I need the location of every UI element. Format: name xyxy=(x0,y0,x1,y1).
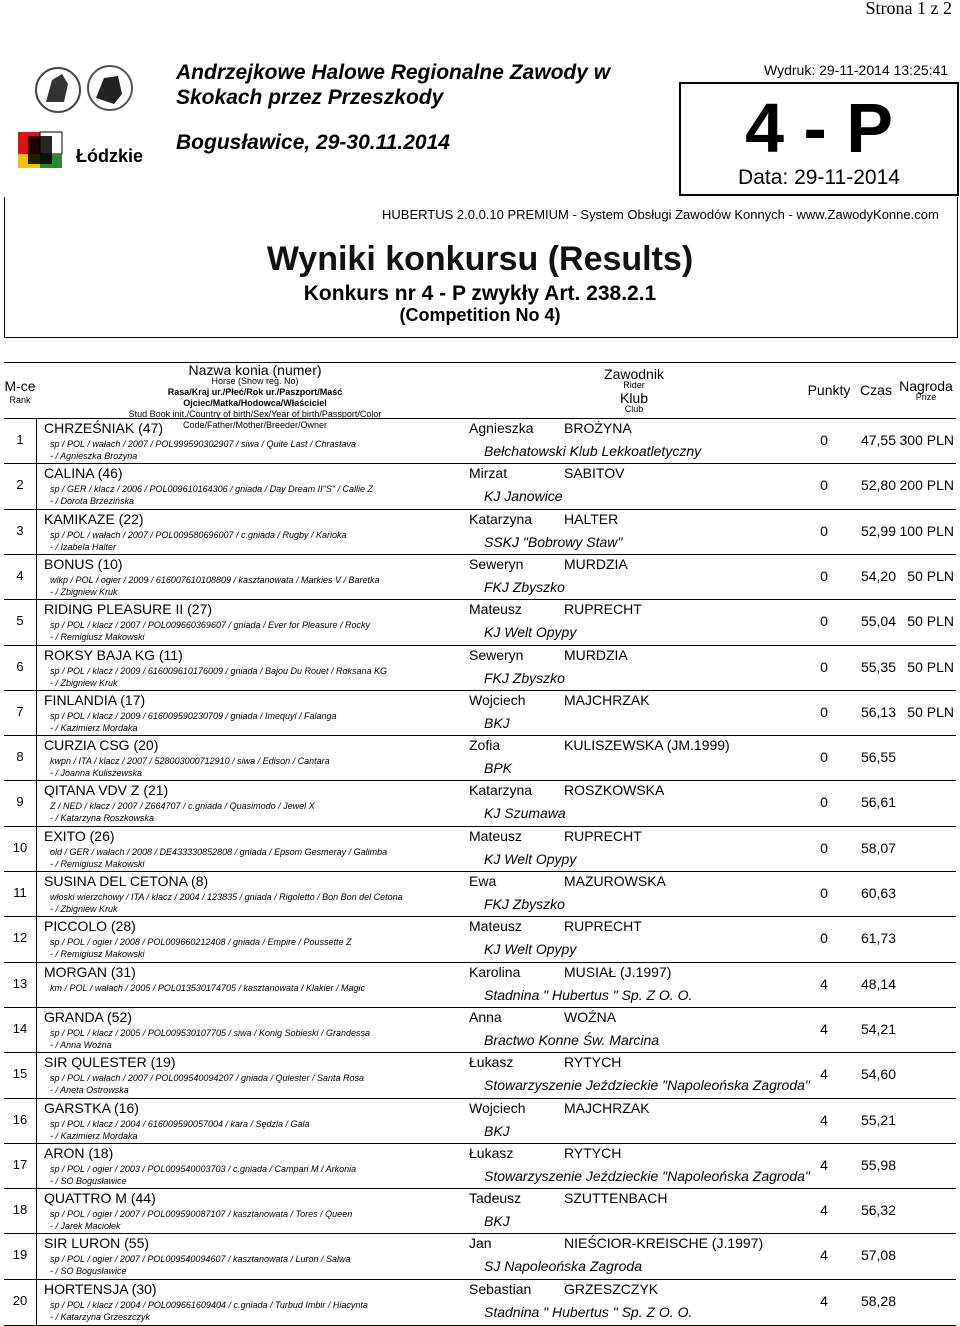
column-divider xyxy=(36,555,37,600)
points-cell: 0 xyxy=(820,477,828,494)
prize-cell: 50 PLN xyxy=(907,567,954,584)
points-cell: 0 xyxy=(820,839,828,856)
rider-club-header: Zawodnik Rider Klub Club xyxy=(604,366,664,414)
rider-first-name: Wojciech xyxy=(469,1099,526,1116)
rider-club: FKJ Zbyszko xyxy=(484,669,565,686)
rider-first-name: Sebastian xyxy=(469,1280,532,1297)
horse-owner: - / Kazimierz Mordaka xyxy=(50,722,138,733)
horse-owner: - / Dorota Brzezińska xyxy=(50,496,135,507)
points-cell: 0 xyxy=(820,432,828,448)
horse-owner: - / Remigiusz Makowski xyxy=(50,858,145,869)
column-divider xyxy=(36,736,37,781)
horse-name: ARON (18) xyxy=(44,1144,114,1161)
horse-details: sp / POL / ogier / 2007 / POL009540094607 / kasztanowata / Luron / Salwa xyxy=(50,1254,351,1265)
points-cell: 0 xyxy=(820,522,828,539)
rider-first-name: Seweryn xyxy=(469,555,524,572)
prize-cell: 100 PLN xyxy=(899,522,954,539)
points-cell: 0 xyxy=(820,658,828,675)
horse-name: FINLANDIA (17) xyxy=(44,691,146,708)
points-cell: 4 xyxy=(820,1156,828,1173)
rider-first-name: Wojciech xyxy=(469,691,526,708)
time-cell: 60,63 xyxy=(860,885,896,901)
column-divider xyxy=(36,464,37,509)
horse-name: EXITO (26) xyxy=(44,827,115,844)
table-row xyxy=(4,599,956,645)
rider-last-name: HALTER xyxy=(564,510,619,527)
rider-last-name: GRZESZCZYK xyxy=(564,1280,659,1297)
time-cell: 58,07 xyxy=(860,839,896,856)
horse-owner: - / Katarzyna Grzeszczyk xyxy=(50,1311,151,1322)
horse-name: CALINA (46) xyxy=(44,465,123,482)
horse-details: kwpn / ITA / klacz / 2007 / 528003000712910 / siwa / Edison / Cantara xyxy=(50,756,330,767)
rider-last-name: RUPRECHT xyxy=(564,601,642,618)
event-title: Andrzejkowe Halowe Regionalne Zawody w Skokach przez Przeszkody xyxy=(176,61,611,109)
prize-cell: 50 PLN xyxy=(907,658,954,675)
rider-first-name: Jan xyxy=(469,1235,492,1252)
column-divider xyxy=(36,1008,37,1053)
horse-owner: - / Jarek Maciołek xyxy=(50,1221,121,1232)
prize-cell: 50 PLN xyxy=(907,613,954,630)
horse-details: sp / POL / wałach / 2007 / POL009540094207 / gniada / Qulester / Santa Rosa xyxy=(50,1073,365,1084)
table-row xyxy=(4,554,956,600)
rank-cell: 3 xyxy=(16,522,24,538)
prize-cell: 50 PLN xyxy=(907,703,954,720)
rank-cell: 18 xyxy=(12,1202,28,1218)
horse-owner: - / Kazimierz Mordaka xyxy=(50,1130,138,1141)
points-cell: 4 xyxy=(820,1020,828,1037)
horse-details: sp / POL / klacz / 2005 / POL009530107705 / siwa / Konig Sobieski / Grandessa xyxy=(50,1027,371,1038)
table-row xyxy=(4,645,956,691)
rider-last-name: MAJCHRZAK xyxy=(564,691,650,708)
rider-last-name: WOŹNA xyxy=(564,1008,617,1025)
prize-header: Nagroda Prize xyxy=(899,378,953,402)
rank-cell: 13 xyxy=(12,975,28,991)
time-cell: 61,73 xyxy=(860,930,896,947)
rider-first-name: Katarzyna xyxy=(469,510,533,527)
rider-club: KJ Welt Opypy xyxy=(484,624,577,641)
time-cell: 55,98 xyxy=(860,1156,896,1173)
results-title: Wyniki konkursu (Results) xyxy=(266,240,694,278)
time-cell: 55,21 xyxy=(860,1111,896,1128)
horse-details: sp / POL / klacz / 2007 / POL009660369607 / gniada / Ever for Pleasure / Rocky xyxy=(50,620,371,631)
competition-name-en: (Competition No 4) xyxy=(399,305,561,325)
rider-club: Stadnina " Hubertus " Sp. Z O. O. xyxy=(484,1303,693,1320)
rider-last-name: NIEŚCIOR-KREISCHE (J.1997) xyxy=(564,1235,764,1252)
column-divider xyxy=(36,781,37,826)
table-row xyxy=(4,509,956,555)
horse-name: BONUS (10) xyxy=(44,555,123,572)
rider-last-name: RYTYCH xyxy=(564,1054,622,1071)
rider-last-name: SZUTTENBACH xyxy=(564,1190,668,1207)
rider-club: KJ Welt Opypy xyxy=(484,850,577,867)
horse-details: sp / POL / klacz / 2009 / 616009590230709 / gniada / Imequyl / Falanga xyxy=(50,710,337,721)
points-cell: 4 xyxy=(820,1066,828,1083)
rider-first-name: Ewa xyxy=(469,873,497,889)
rider-club: BKJ xyxy=(484,1122,510,1139)
rider-first-name: Tadeusz xyxy=(469,1190,522,1207)
column-divider xyxy=(36,872,37,917)
rank-cell: 14 xyxy=(12,1020,28,1036)
competition-name: Konkurs nr 4 - P zwykły Art. 238.2.1 xyxy=(303,282,657,305)
time-cell: 55,04 xyxy=(860,613,896,630)
column-divider xyxy=(36,917,37,962)
region-name: Łódzkie xyxy=(76,146,144,166)
rider-club: Stowarzyszenie Jeździeckie "Napoleońska Zagroda" xyxy=(484,1077,810,1094)
horse-owner: - / SO Bogusławice xyxy=(50,1266,127,1277)
rank-cell: 4 xyxy=(16,567,24,583)
column-divider xyxy=(36,1189,37,1234)
points-cell: 0 xyxy=(820,567,828,584)
horse-owner: - / Anna Woźna xyxy=(50,1039,112,1050)
horse-details: wlkp / POL / ogier / 2009 / 616007610108809 / kasztanowata / Markies V / Baretka xyxy=(50,574,380,585)
horse-details: sp / POL / wałach / 2007 / POL009580696007 / c.gniada / Rugby / Karioka xyxy=(50,529,347,540)
rider-last-name: BROŻYNA xyxy=(564,420,632,436)
horse-name: SUSINA DEL CETONA (8) xyxy=(44,873,209,889)
rank-cell: 8 xyxy=(16,749,24,765)
software-credit: HUBERTUS 2.0.0.10 PREMIUM - System Obsługi Zawodów Konnych - www.ZawodyKonne.com xyxy=(382,207,939,222)
table-row xyxy=(4,418,956,464)
table-row xyxy=(4,871,956,917)
points-cell: 4 xyxy=(820,1202,828,1219)
rank-cell: 10 xyxy=(12,839,28,855)
competition-date: Data: 29-11-2014 xyxy=(738,166,900,189)
rider-club: FKJ Zbyszko xyxy=(484,896,565,912)
rank-cell: 20 xyxy=(12,1292,28,1308)
time-cell: 55,35 xyxy=(860,658,896,675)
rider-first-name: Mateusz xyxy=(469,918,522,935)
horse-name: KAMIKAZE (22) xyxy=(44,510,144,527)
column-divider xyxy=(36,1053,37,1098)
column-divider xyxy=(36,691,37,736)
time-cell: 56,55 xyxy=(860,749,896,766)
prize-cell: 200 PLN xyxy=(899,477,954,494)
event-dates: Bogusławice, 29-30.11.2014 xyxy=(176,131,450,154)
rider-first-name: Katarzyna xyxy=(469,782,533,799)
rank-cell: 19 xyxy=(12,1247,28,1263)
table-row xyxy=(4,780,956,826)
table-row xyxy=(4,962,956,1008)
rider-club: Stowarzyszenie Jeździeckie "Napoleońska Zagroda" xyxy=(484,1167,810,1184)
horse-details: km / POL / wałach / 2005 / POL013530174705 / kasztanowata / Klakier / Magic xyxy=(50,982,366,993)
horse-name: CHRZEŚNIAK (47) xyxy=(44,420,164,436)
table-row xyxy=(4,1098,956,1144)
horse-owner: - / Joanna Kuliszewska xyxy=(50,768,143,779)
rider-first-name: Mateusz xyxy=(469,827,522,844)
rider-club: KJ Welt Opypy xyxy=(484,941,577,958)
horse-details: włoski wierzchowy / ITA / klacz / 2004 / 123835 / gniada / Rigoletto / Bon Bon del Cetona xyxy=(50,892,403,902)
rank-cell: 2 xyxy=(16,477,24,493)
rank-cell: 7 xyxy=(16,703,24,719)
table-row xyxy=(4,1143,956,1189)
organizer-logo xyxy=(18,62,148,172)
competition-code: 4 - P xyxy=(745,89,893,167)
competition-box xyxy=(679,82,959,196)
rank-cell: 11 xyxy=(13,885,27,900)
horse-details: sp / POL / klacz / 2004 / 616009590057004 / kara / Sędzia / Gala xyxy=(50,1118,310,1129)
rider-last-name: RUPRECHT xyxy=(564,827,642,844)
rider-club: FKJ Zbyszko xyxy=(484,578,565,595)
rider-club: Bełchatowski Klub Lekkoatletyczny xyxy=(484,443,702,459)
rank-cell: 1 xyxy=(16,432,24,447)
rider-club: Stadnina " Hubertus " Sp. Z O. O. xyxy=(484,986,693,1003)
horse-name: SIR LURON (55) xyxy=(44,1235,150,1252)
rider-first-name: Łukasz xyxy=(469,1144,514,1161)
horse-owner: - / Agnieszka Brożyna xyxy=(50,451,138,461)
horse-details: sp / POL / klacz / 2004 / POL009661609404 / c.gniada / Turbud Imbir / Hiacynta xyxy=(50,1299,368,1310)
horse-details: sp / POL / wałach / 2007 / POL999590302907 / siwa / Quite Last / Chrastava xyxy=(50,439,357,449)
horse-owner: - / Remigiusz Makowski xyxy=(50,949,145,960)
horse-owner: - / Izabela Halter xyxy=(50,541,117,552)
time-cell: 52,99 xyxy=(860,522,896,539)
horse-name: GRANDA (52) xyxy=(44,1008,132,1025)
table-row xyxy=(4,1233,956,1279)
time-header: Czas xyxy=(860,382,892,398)
time-cell: 54,60 xyxy=(860,1066,896,1083)
points-cell: 4 xyxy=(820,1247,828,1264)
horse-details: old / GER / wałach / 2008 / DE433330852808 / gniada / Epsom Gesmeray / Galimba xyxy=(50,846,388,857)
rider-last-name: ROSZKOWSKA xyxy=(564,782,665,799)
horse-owner: - / Katarzyna Roszkowska xyxy=(50,813,155,824)
time-cell: 58,28 xyxy=(860,1292,896,1309)
page-number: Strona 1 z 2 xyxy=(865,0,952,18)
points-cell: 0 xyxy=(820,749,828,766)
rider-last-name: MUSIAŁ (J.1997) xyxy=(564,963,672,980)
table-row xyxy=(4,916,956,962)
rider-last-name: RYTYCH xyxy=(564,1144,622,1161)
horse-name: MORGAN (31) xyxy=(44,963,136,980)
column-divider xyxy=(36,419,37,464)
horse-owner: - / Remigiusz Makowski xyxy=(50,632,145,643)
time-cell: 54,20 xyxy=(860,567,896,584)
rider-last-name: MURDZIA xyxy=(564,555,628,572)
time-cell: 54,21 xyxy=(860,1020,896,1037)
horse-details: sp / POL / ogier / 2007 / POL009590087107 / kasztanowata / Tores / Queen xyxy=(50,1209,353,1220)
points-cell: 0 xyxy=(820,885,828,901)
horse-owner: - / SO Bogusławice xyxy=(50,1175,127,1186)
rider-club: KJ Szumawa xyxy=(484,805,566,822)
time-cell: 52,80 xyxy=(860,477,896,494)
rider-first-name: Seweryn xyxy=(469,646,524,663)
rider-last-name: MAZUROWSKA xyxy=(564,873,666,889)
rider-club: SJ Napoleońska Zagroda xyxy=(484,1258,642,1275)
horse-owner: - / Zbigniew Kruk xyxy=(50,904,118,914)
rider-first-name: Karolina xyxy=(469,963,521,980)
rider-club: Bractwo Konne Św. Marcina xyxy=(484,1031,660,1048)
time-cell: 56,13 xyxy=(860,703,896,720)
time-cell: 57,08 xyxy=(860,1247,896,1264)
column-divider xyxy=(36,1099,37,1144)
points-cell: 0 xyxy=(820,613,828,630)
table-row xyxy=(4,463,956,509)
horse-details: sp / GER / klacz / 2006 / POL009610164306 / gniada / Day Dream II"S" / Callie Z xyxy=(50,484,374,495)
rider-last-name: MAJCHRZAK xyxy=(564,1099,650,1116)
table-row xyxy=(4,735,956,781)
rider-first-name: Agnieszka xyxy=(469,420,534,436)
horse-header: Nazwa konia (numer) Horse (Show reg. No) Rasa/Kraj ur./Płeć/Rok ur./Paszport/Maść Ojciec/Matka/Hodowca/Właściciel Stud Book init./Country of birth/Sex/Year of birth/Passport/Color Code/Father/Mother/Breeder/Owner xyxy=(128,362,382,430)
horse-name: CURZIA CSG (20) xyxy=(44,737,159,754)
horse-owner: - / Zbigniew Kruk xyxy=(50,677,118,688)
time-cell: 47,55 xyxy=(860,432,896,448)
horse-name: SIR QULESTER (19) xyxy=(44,1054,176,1071)
rider-club: BKJ xyxy=(484,1213,510,1230)
rank-cell: 12 xyxy=(12,930,28,946)
table-row xyxy=(4,826,956,872)
rider-last-name: KULISZEWSKA (JM.1999) xyxy=(564,737,730,754)
rider-club: BPK xyxy=(484,760,513,777)
column-divider xyxy=(36,1234,37,1279)
rider-first-name: Mateusz xyxy=(469,601,522,618)
rank-cell: 9 xyxy=(16,794,24,810)
rider-first-name: Zofia xyxy=(469,737,501,754)
rider-club: BKJ xyxy=(484,714,510,731)
points-cell: 4 xyxy=(820,1292,828,1309)
table-row xyxy=(4,1188,956,1234)
print-timestamp: Wydruk: 29-11-2014 13:25:41 xyxy=(764,62,949,78)
horse-owner: - / Zbigniew Kruk xyxy=(50,586,118,597)
rank-cell: 5 xyxy=(16,613,24,629)
horse-details: sp / POL / ogier / 2003 / POL009540003703 / c.gniada / Campari M / Arkonia xyxy=(50,1163,357,1174)
column-divider xyxy=(36,510,37,555)
column-divider xyxy=(36,1144,37,1189)
points-cell: 0 xyxy=(820,703,828,720)
horse-details: sp / POL / ogier / 2008 / POL009660212408 / gniada / Empire / Poussette Z xyxy=(50,937,352,948)
table-row xyxy=(4,1007,956,1053)
column-divider xyxy=(36,963,37,1008)
horse-name: QUATTRO M (44) xyxy=(44,1190,156,1207)
points-cell: 0 xyxy=(820,930,828,947)
rider-club: KJ Janowice xyxy=(484,488,563,505)
column-divider xyxy=(36,827,37,872)
horse-details: Z / NED / klacz / 2007 / Z664707 / c.gniada / Quasimodo / Jewel X xyxy=(50,801,315,812)
rank-cell: 6 xyxy=(16,658,24,674)
column-divider xyxy=(36,1280,37,1325)
rider-first-name: Anna xyxy=(469,1008,502,1025)
horse-name: RIDING PLEASURE II (27) xyxy=(44,601,213,618)
points-header: Punkty xyxy=(807,382,851,398)
rider-last-name: RUPRECHT xyxy=(564,918,642,935)
horse-details: sp / POL / klacz / 2009 / 616009610176009 / gniada / Bajou Du Rouet / Roksana KG xyxy=(50,665,388,676)
rank-cell: 15 xyxy=(12,1066,28,1082)
rank-header: M-ce Rank xyxy=(4,378,36,405)
rank-cell: 17 xyxy=(12,1156,28,1172)
points-cell: 4 xyxy=(820,975,828,992)
prize-cell: 300 PLN xyxy=(899,432,954,448)
points-cell: 0 xyxy=(820,794,828,811)
horse-name: QITANA VDV Z (21) xyxy=(44,782,169,799)
time-cell: 56,32 xyxy=(860,1202,896,1219)
horse-name: ROKSY BAJA KG (11) xyxy=(44,646,183,663)
rider-last-name: SABITOV xyxy=(564,465,625,482)
column-divider xyxy=(36,646,37,691)
rank-cell: 16 xyxy=(12,1111,28,1127)
table-row xyxy=(4,1279,956,1326)
horse-name: GARSTKA (16) xyxy=(44,1099,139,1116)
column-divider xyxy=(36,600,37,645)
rider-club: SSKJ "Bobrowy Staw" xyxy=(484,533,623,550)
horse-name: PICCOLO (28) xyxy=(44,918,136,935)
rider-first-name: Łukasz xyxy=(469,1054,514,1071)
time-cell: 56,61 xyxy=(860,794,896,811)
horse-name: HORTENSJA (30) xyxy=(44,1280,157,1297)
time-cell: 48,14 xyxy=(860,975,896,992)
table-row xyxy=(4,690,956,736)
rider-first-name: Mirzat xyxy=(469,465,508,482)
table-row xyxy=(4,1052,956,1098)
points-cell: 4 xyxy=(820,1111,828,1128)
rider-last-name: MURDZIA xyxy=(564,646,628,663)
horse-owner: - / Aneta Ostrowska xyxy=(50,1085,129,1096)
